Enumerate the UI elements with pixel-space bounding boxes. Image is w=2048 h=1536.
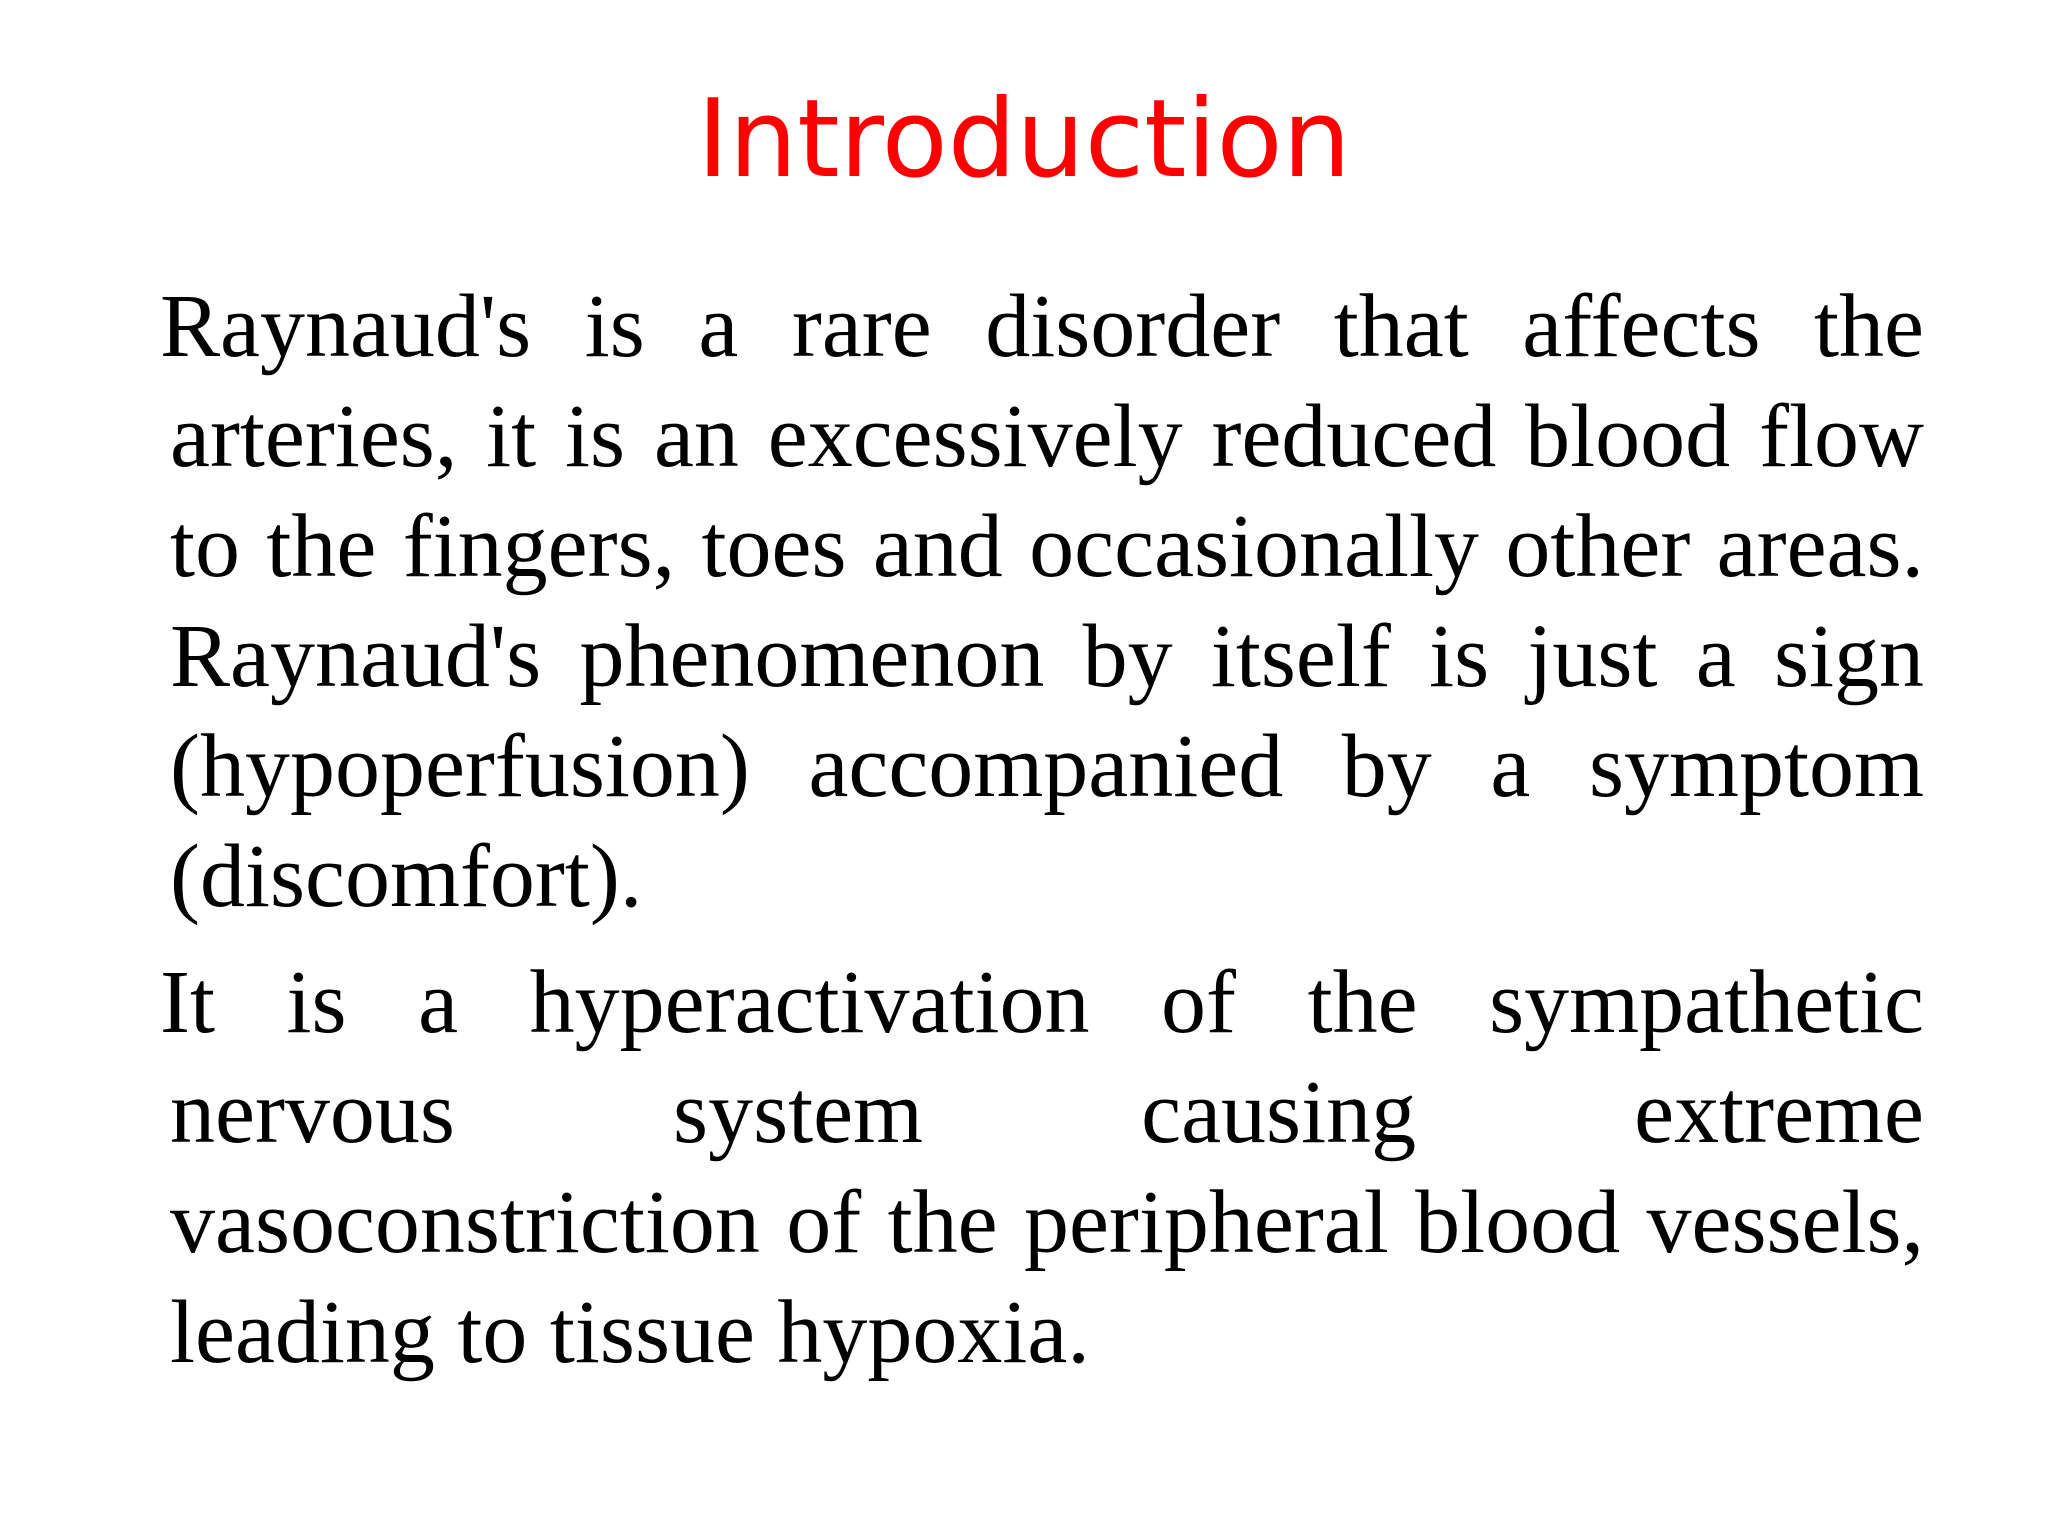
paragraph-mechanism: It is a hyperactivation of the sympathetic nervous system causing extreme vasoconstriction of the peripheral blood vessels, leading to tissue hypoxia. (160, 953, 1924, 1382)
slide-body (160, 272, 1924, 1388)
slide-title: Introduction (696, 77, 1351, 202)
paragraph-definition: Raynaud's is a rare disorder that affects the arteries, it is an excessively reduced blood flow to the fingers, toes and occasionally other areas. Raynaud's phenomenon by itself is just a sign (hypoperfusion) accompanied by a symptom (discomfort). (160, 277, 1924, 926)
